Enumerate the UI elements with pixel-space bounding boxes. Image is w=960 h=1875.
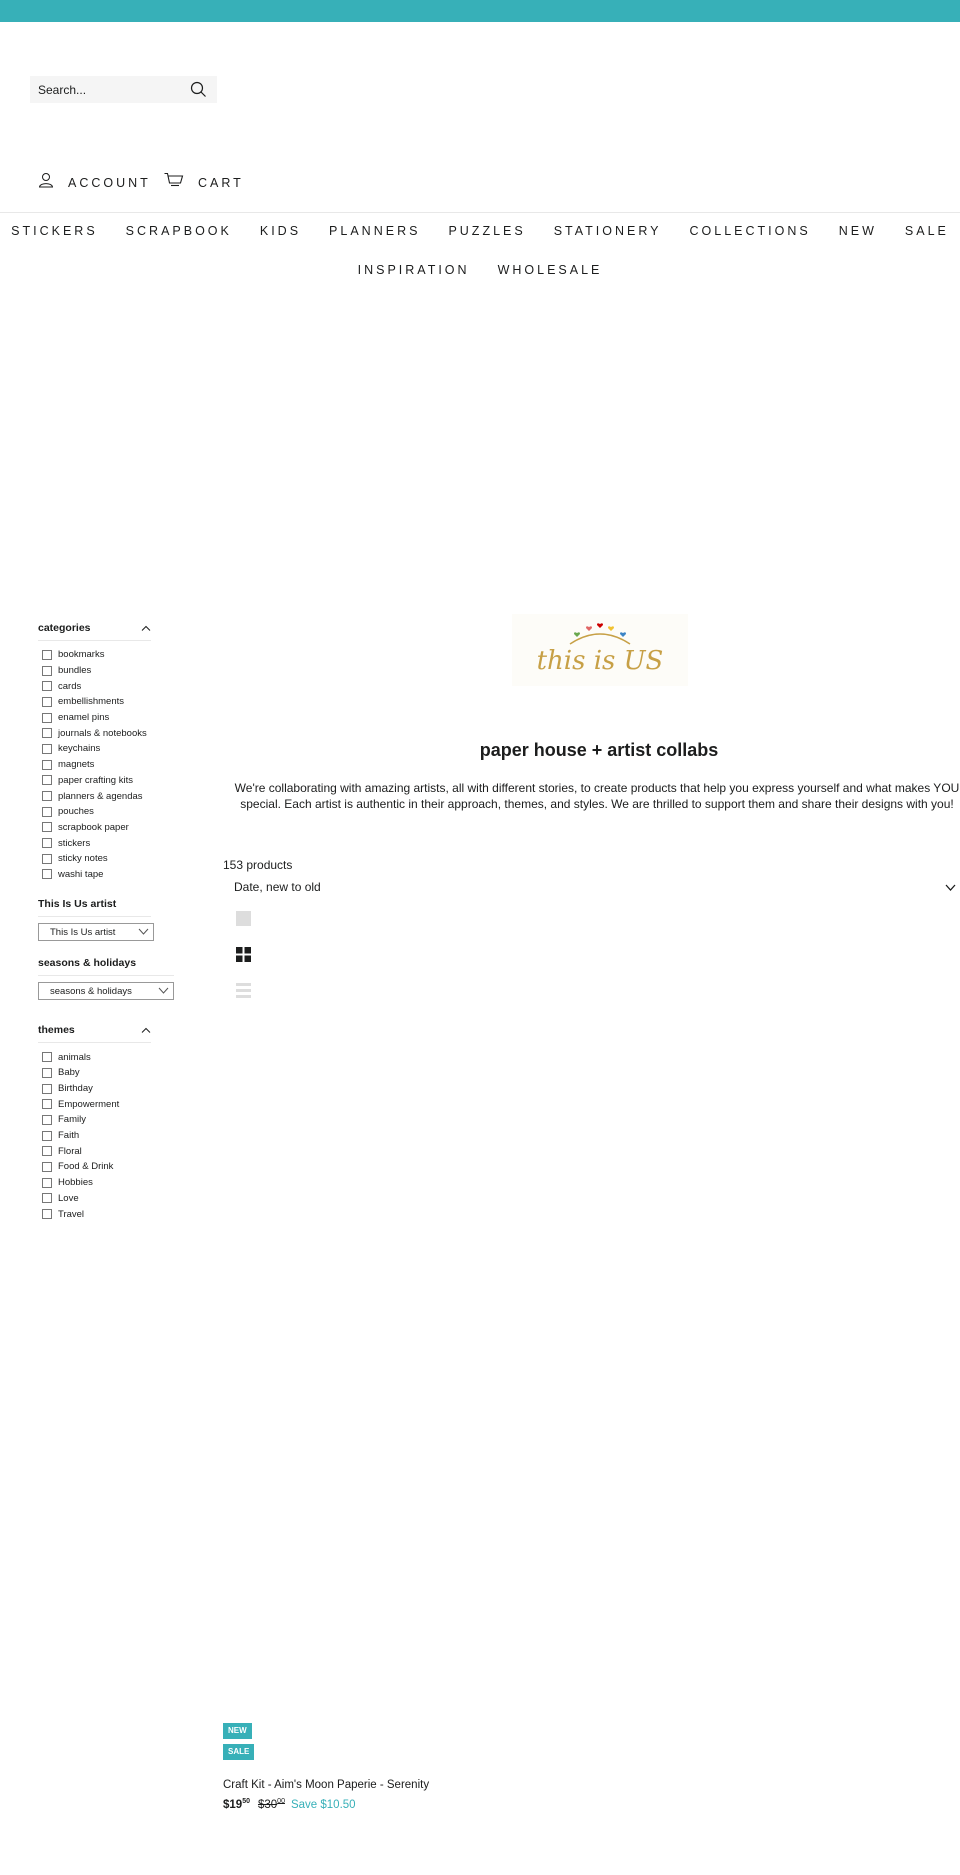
checkbox[interactable]	[42, 838, 52, 848]
filter-option[interactable]: pouches	[38, 804, 178, 820]
nav-new[interactable]: NEW	[838, 224, 877, 238]
checkbox[interactable]	[42, 775, 52, 785]
nav-scrapbook[interactable]: SCRAPBOOK	[125, 224, 232, 238]
compare-price: $\$30^{00}$	[257, 1798, 285, 1811]
nav-collections[interactable]: COLLECTIONS	[689, 224, 811, 238]
checkbox[interactable]	[42, 1146, 52, 1156]
sort-select[interactable]: Date, new to old	[234, 880, 956, 894]
filter-option[interactable]: magnets	[38, 757, 178, 773]
account-link[interactable]	[38, 172, 151, 193]
filter-heading-themes[interactable]: themes	[38, 1024, 151, 1043]
cart-link[interactable]	[164, 172, 244, 193]
checkbox[interactable]	[42, 697, 52, 707]
nav-inspiration[interactable]: INSPIRATION	[357, 263, 470, 277]
header-divider	[0, 212, 960, 213]
page-title: paper house + artist collabs	[479, 740, 719, 760]
sale-price: $\$19^{50}$	[223, 1798, 250, 1811]
checkbox[interactable]	[42, 713, 52, 723]
checkbox[interactable]	[42, 1099, 52, 1109]
search-icon[interactable]	[190, 81, 207, 103]
filter-option[interactable]: planners & agendas	[38, 788, 178, 804]
collection-logo	[512, 614, 688, 686]
filter-option[interactable]: scrapbook paper	[38, 820, 178, 836]
filter-option[interactable]: washi tape	[38, 867, 178, 883]
filter-option[interactable]: journals & notebooks	[38, 725, 178, 741]
checkbox[interactable]	[42, 1084, 52, 1094]
small-grid-view-icon[interactable]	[236, 947, 251, 967]
search-input[interactable]	[30, 76, 170, 103]
filter-option[interactable]: Baby	[38, 1065, 178, 1081]
filter-option[interactable]: embellishments	[38, 694, 178, 710]
chevron-down-icon	[158, 986, 169, 997]
filter-option[interactable]: Faith	[38, 1128, 178, 1144]
nav-sale[interactable]: SALE	[904, 224, 949, 238]
filter-heading-categories[interactable]: categories	[38, 622, 151, 641]
filter-option[interactable]: enamel pins	[38, 710, 178, 726]
chevron-up-icon	[141, 622, 151, 634]
filter-option[interactable]: stickers	[38, 835, 178, 851]
user-icon	[38, 172, 54, 193]
artist-select[interactable]: This Is Us artist	[38, 923, 154, 941]
checkbox[interactable]	[42, 666, 52, 676]
category-filter-list	[38, 647, 178, 882]
checkbox[interactable]	[42, 1115, 52, 1125]
svg-text:this is US: this is US	[536, 646, 664, 676]
main-nav	[0, 224, 960, 238]
collection-description: We're collaborating with amazing artists, all with different stories, to create products that help you express yourself and what makes YOU special. Each artist is authentic in their approach, themes, and styles. We are thrilled to support them and share their designs with you!	[234, 781, 960, 811]
checkbox[interactable]	[42, 1178, 52, 1188]
checkbox[interactable]	[42, 744, 52, 754]
filter-option[interactable]: Love	[38, 1191, 178, 1207]
sale-badge: SALE	[223, 1744, 254, 1760]
checkbox[interactable]	[42, 869, 52, 879]
savings-text: Save $10.50	[290, 1798, 356, 1811]
themes-filter-list	[38, 1049, 178, 1222]
filter-option[interactable]: Floral	[38, 1143, 178, 1159]
list-view-icon[interactable]	[236, 983, 251, 1003]
filter-option[interactable]: sticky notes	[38, 851, 178, 867]
filter-option[interactable]: Food & Drink	[38, 1159, 178, 1175]
product-count: 153 products	[223, 858, 293, 872]
filter-option[interactable]: animals	[38, 1049, 178, 1065]
filter-option[interactable]: Birthday	[38, 1081, 178, 1097]
account-label: ACCOUNT	[68, 175, 151, 190]
announcement-bar	[0, 0, 960, 22]
product-price	[223, 1798, 356, 1811]
nav-stationery[interactable]: STATIONERY	[553, 224, 662, 238]
checkbox[interactable]	[42, 791, 52, 801]
filter-option[interactable]: Travel	[38, 1206, 178, 1222]
cart-icon	[164, 172, 184, 193]
chevron-up-icon	[141, 1024, 151, 1036]
checkbox[interactable]	[42, 760, 52, 770]
this-is-us-logo-art	[512, 614, 688, 686]
checkbox[interactable]	[42, 728, 52, 738]
view-toggle	[236, 911, 251, 1019]
filter-sidebar	[38, 622, 178, 1222]
product-title-link[interactable]: Craft Kit - Aim's Moon Paperie - Serenity	[223, 1779, 430, 1791]
nav-planners[interactable]: PLANNERS	[329, 224, 421, 238]
filter-option[interactable]: keychains	[38, 741, 178, 757]
large-grid-view-icon[interactable]	[236, 911, 251, 931]
cart-label: CART	[198, 175, 244, 190]
checkbox[interactable]	[42, 822, 52, 832]
checkbox[interactable]	[42, 854, 52, 864]
filter-option[interactable]: bookmarks	[38, 647, 178, 663]
checkbox[interactable]	[42, 1068, 52, 1078]
checkbox[interactable]	[42, 807, 52, 817]
filter-option[interactable]: paper crafting kits	[38, 773, 178, 789]
checkbox[interactable]	[42, 1131, 52, 1141]
nav-kids[interactable]: KIDS	[259, 224, 302, 238]
new-badge: NEW	[223, 1723, 252, 1739]
checkbox[interactable]	[42, 1193, 52, 1203]
checkbox[interactable]	[42, 1052, 52, 1062]
filter-option[interactable]: bundles	[38, 663, 178, 679]
checkbox[interactable]	[42, 650, 52, 660]
nav-wholesale[interactable]: WHOLESALE	[497, 263, 603, 277]
filter-option[interactable]: Family	[38, 1112, 178, 1128]
checkbox[interactable]	[42, 1162, 52, 1172]
filter-option[interactable]: cards	[38, 678, 178, 694]
nav-puzzles[interactable]: PUZZLES	[448, 224, 526, 238]
filter-heading-artist: This Is Us artist	[38, 898, 151, 917]
chevron-down-icon	[945, 880, 956, 894]
filter-option[interactable]: Empowerment	[38, 1096, 178, 1112]
filter-option[interactable]: Hobbies	[38, 1175, 178, 1191]
checkbox[interactable]	[42, 681, 52, 691]
main-nav-row-2	[0, 263, 960, 277]
chevron-down-icon	[138, 927, 149, 938]
filter-heading-seasons: seasons & holidays	[38, 957, 174, 976]
checkbox[interactable]	[42, 1209, 52, 1219]
nav-stickers[interactable]: STICKERS	[11, 224, 98, 238]
seasons-select[interactable]: seasons & holidays	[38, 982, 174, 1000]
search-box	[30, 76, 217, 103]
